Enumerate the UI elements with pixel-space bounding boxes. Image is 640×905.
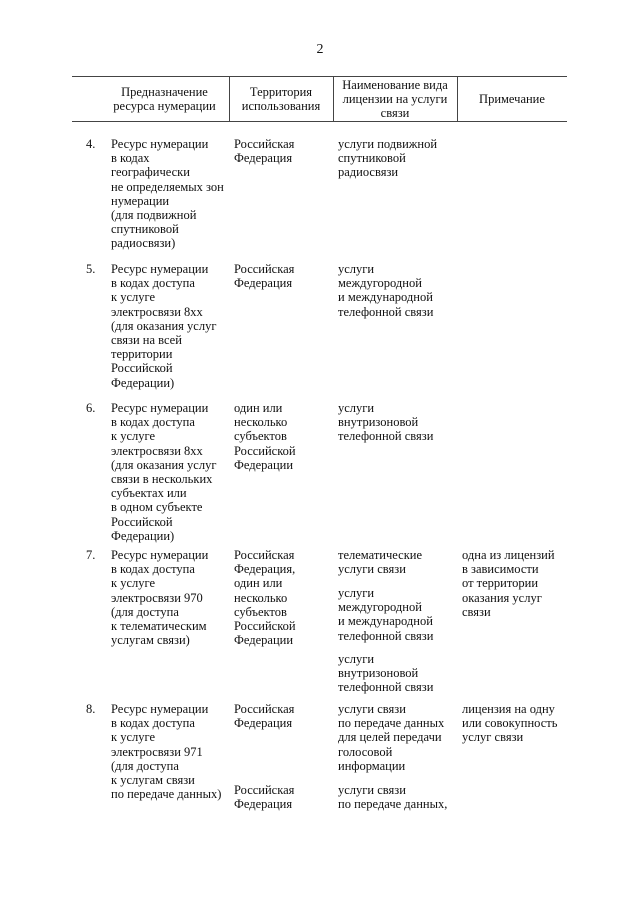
row-resource: Ресурс нумерации в кодах доступа к услуге электросвязи 8хх (для оказания услуг связи в нескольких субъектах или в одном субъекте Российской Федерации) [111, 401, 217, 543]
row-license: услуги междугородной и международной телефонной связи [338, 586, 434, 643]
header-license: Наименование вида лицензии на услуги связи [342, 77, 448, 120]
row-license: услуги подвижной спутниковой радиосвязи [338, 137, 438, 180]
row-number: 4. [86, 137, 96, 151]
row-territory: Российская Федерация [234, 702, 295, 731]
row-number: 6. [86, 401, 96, 415]
row-resource: Ресурс нумерации в кодах доступа к услуге электросвязи 8хх (для оказания услуг связи на всей территории Российской Федерации) [111, 262, 217, 390]
header-territory: Территория использования [241, 84, 321, 113]
row-license: услуги внутризоновой телефонной связи [338, 652, 434, 695]
page-number: 2 [316, 42, 324, 57]
row-license: услуги внутризоновой телефонной связи [338, 401, 434, 444]
row-resource: Ресурс нумерации в кодах доступа к услуге электросвязи 970 (для доступа к телематическим услугам связи) [111, 548, 209, 648]
row-territory: Российская Федерация [234, 262, 295, 291]
row-number: 5. [86, 262, 96, 276]
row-license: услуги связи по передаче данных, [338, 783, 448, 812]
row-number: 8. [86, 702, 96, 716]
header-resource: Предназначение ресурса нумерации [113, 84, 216, 113]
header-bottom-rule [72, 121, 567, 122]
row-territory: Российская Федерация [234, 137, 295, 166]
row-license: телематические услуги связи [338, 548, 423, 577]
row-territory: один или несколько субъектов Российской Федерации [234, 401, 296, 472]
row-territory: Российская Федерация [234, 783, 295, 812]
row-note: одна из лицензий в зависимости от территории оказания услуг связи [462, 548, 555, 619]
row-number: 7. [86, 548, 96, 562]
row-license: услуги междугородной и международной телефонной связи [338, 262, 434, 319]
row-resource: Ресурс нумерации в кодах доступа к услуге электросвязи 971 (для доступа к услугам связи по передаче данных) [111, 702, 222, 802]
row-note: лицензия на одну или совокупность услуг связи [462, 702, 558, 745]
row-territory: Российская Федерация, один или несколько субъектов Российской Федерации [234, 548, 296, 648]
row-resource: Ресурс нумерации в кодах географически не определяемых зон нумерации (для подвижной спутниковой радиосвязи) [111, 137, 224, 251]
header-note: Примечание [479, 91, 545, 106]
row-license: услуги связи по передаче данных для целей передачи голосовой информации [338, 702, 445, 773]
